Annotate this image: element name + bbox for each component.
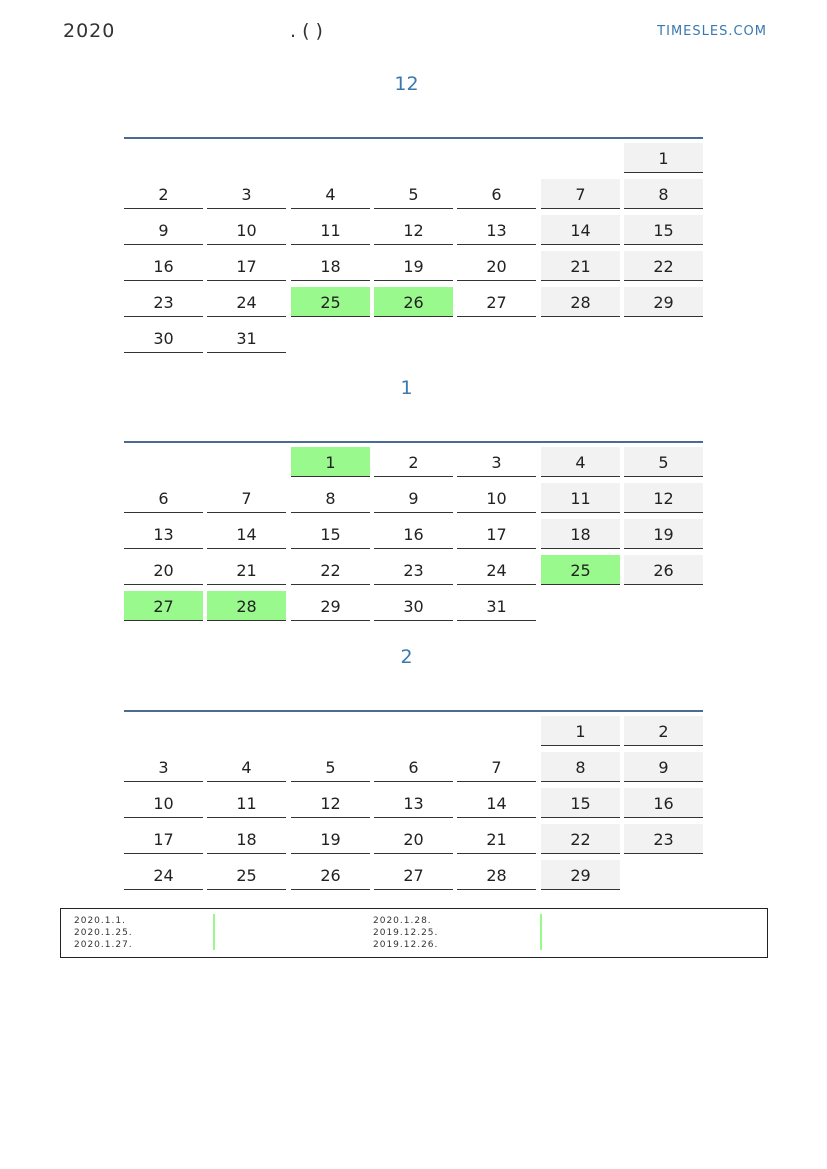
day-cell: 13: [124, 519, 203, 549]
day-cell: 13: [374, 788, 453, 818]
day-cell: 2: [624, 716, 703, 746]
day-cell: 22: [624, 251, 703, 281]
day-cell: 5: [291, 752, 370, 782]
day-cell: 6: [124, 483, 203, 513]
day-cell: 15: [624, 215, 703, 245]
day-cell: 16: [624, 788, 703, 818]
day-cell: 14: [457, 788, 536, 818]
day-cell: 11: [207, 788, 286, 818]
day-cell: 31: [207, 323, 286, 353]
calendar-top-rule: [124, 710, 703, 712]
day-cell: 17: [457, 519, 536, 549]
day-cell: 19: [624, 519, 703, 549]
day-cell: 9: [624, 752, 703, 782]
day-cell: 2: [124, 179, 203, 209]
day-cell: 30: [374, 591, 453, 621]
holiday-color-swatch: [213, 914, 215, 950]
day-cell: 28: [207, 591, 286, 621]
day-cell: 27: [457, 287, 536, 317]
month-title-february: 2: [400, 646, 413, 668]
day-cell: 6: [457, 179, 536, 209]
day-cell: 9: [124, 215, 203, 245]
day-cell: 6: [374, 752, 453, 782]
day-cell: 26: [291, 860, 370, 890]
legend-entry: 2020.1.28.: [373, 916, 432, 926]
day-cell: 20: [124, 555, 203, 585]
day-cell: 17: [207, 251, 286, 281]
day-cell: 24: [457, 555, 536, 585]
day-cell: 22: [541, 824, 620, 854]
day-cell: 16: [374, 519, 453, 549]
day-cell: 19: [291, 824, 370, 854]
day-cell: 14: [207, 519, 286, 549]
day-cell: 4: [541, 447, 620, 477]
day-cell: 7: [541, 179, 620, 209]
day-cell: 11: [291, 215, 370, 245]
day-cell: 25: [291, 287, 370, 317]
day-cell: 3: [207, 179, 286, 209]
day-cell: 28: [541, 287, 620, 317]
page-subtitle: . ( ): [290, 20, 323, 42]
day-cell: 1: [541, 716, 620, 746]
day-cell: 29: [291, 591, 370, 621]
day-cell: 30: [124, 323, 203, 353]
holiday-legend: [60, 908, 768, 958]
day-cell: 10: [124, 788, 203, 818]
day-cell: 16: [124, 251, 203, 281]
day-cell: 29: [624, 287, 703, 317]
day-cell: 15: [291, 519, 370, 549]
day-cell: 18: [541, 519, 620, 549]
legend-left-column: [74, 915, 133, 951]
month-title-december: 12: [394, 73, 419, 95]
day-cell: 18: [291, 251, 370, 281]
day-cell: 10: [207, 215, 286, 245]
day-cell: 27: [124, 591, 203, 621]
day-cell: 7: [457, 752, 536, 782]
day-cell: 24: [124, 860, 203, 890]
day-cell: 20: [457, 251, 536, 281]
day-cell: 14: [541, 215, 620, 245]
day-cell: 2: [374, 447, 453, 477]
day-cell: 25: [207, 860, 286, 890]
day-cell: 9: [374, 483, 453, 513]
day-cell: 26: [624, 555, 703, 585]
day-cell: 21: [457, 824, 536, 854]
legend-entry: 2019.12.26.: [373, 940, 439, 950]
day-cell: 12: [624, 483, 703, 513]
page-year: 2020: [63, 20, 116, 42]
day-cell: 28: [457, 860, 536, 890]
day-cell: 5: [374, 179, 453, 209]
day-cell: 12: [374, 215, 453, 245]
legend-entry: 2020.1.1.: [74, 916, 126, 926]
day-cell: 5: [624, 447, 703, 477]
day-cell: 8: [291, 483, 370, 513]
day-cell: 21: [541, 251, 620, 281]
legend-right-column: [373, 915, 438, 951]
calendar-top-rule: [124, 137, 703, 139]
day-cell: 3: [124, 752, 203, 782]
day-cell: 31: [457, 591, 536, 621]
day-cell: 1: [624, 143, 703, 173]
day-cell: 10: [457, 483, 536, 513]
day-cell: 13: [457, 215, 536, 245]
day-cell: 3: [457, 447, 536, 477]
holiday-color-swatch: [540, 914, 542, 950]
day-cell: 1: [291, 447, 370, 477]
day-cell: 17: [124, 824, 203, 854]
day-cell: 18: [207, 824, 286, 854]
legend-entry: 2020.1.25.: [74, 928, 133, 938]
day-cell: 29: [541, 860, 620, 890]
day-cell: 15: [541, 788, 620, 818]
day-cell: 7: [207, 483, 286, 513]
legend-entry: 2020.1.27.: [74, 940, 133, 950]
day-cell: 19: [374, 251, 453, 281]
day-cell: 4: [207, 752, 286, 782]
day-cell: 8: [624, 179, 703, 209]
brand-link[interactable]: TIMESLES.COM: [657, 24, 767, 39]
legend-entry: 2019.12.25.: [373, 928, 439, 938]
day-cell: 4: [291, 179, 370, 209]
calendar-top-rule: [124, 441, 703, 443]
day-cell: 24: [207, 287, 286, 317]
day-cell: 22: [291, 555, 370, 585]
day-cell: 11: [541, 483, 620, 513]
day-cell: 23: [624, 824, 703, 854]
day-cell: 8: [541, 752, 620, 782]
day-cell: 12: [291, 788, 370, 818]
month-title-january: 1: [400, 377, 413, 399]
day-cell: 27: [374, 860, 453, 890]
day-cell: 23: [374, 555, 453, 585]
day-cell: 25: [541, 555, 620, 585]
day-cell: 21: [207, 555, 286, 585]
day-cell: 20: [374, 824, 453, 854]
day-cell: 26: [374, 287, 453, 317]
day-cell: 23: [124, 287, 203, 317]
